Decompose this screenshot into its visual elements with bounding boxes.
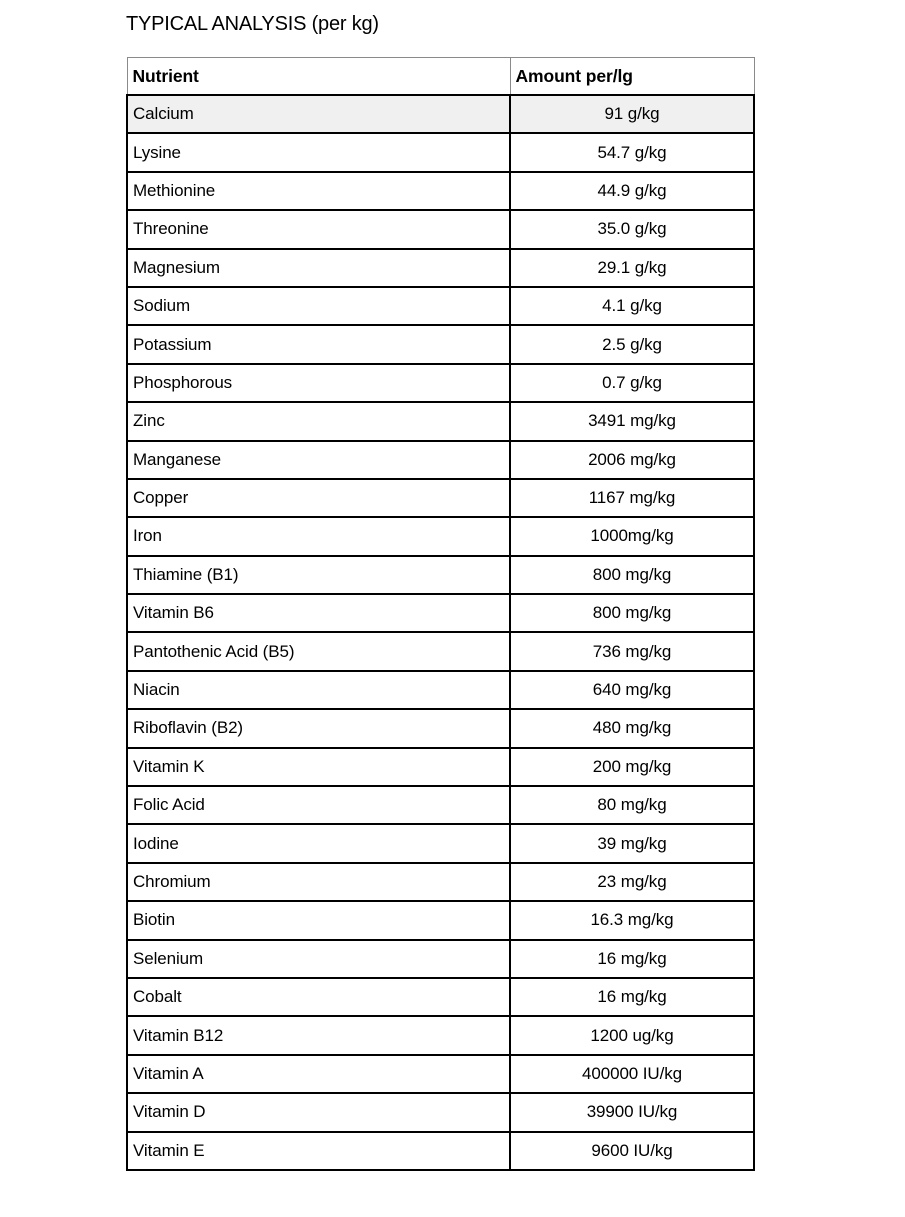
nutrient-cell: Chromium	[127, 863, 510, 901]
table-row	[127, 786, 754, 824]
nutrient-cell: Riboflavin (B2)	[127, 709, 510, 747]
amount-cell: 23 mg/kg	[510, 863, 754, 901]
amount-cell: 4.1 g/kg	[510, 287, 754, 325]
amount-cell: 54.7 g/kg	[510, 133, 754, 171]
table-row	[127, 671, 754, 709]
nutrient-cell: Folic Acid	[127, 786, 510, 824]
nutrient-cell: Niacin	[127, 671, 510, 709]
table-row	[127, 172, 754, 210]
nutrient-cell: Pantothenic Acid (B5)	[127, 632, 510, 670]
amount-cell: 200 mg/kg	[510, 748, 754, 786]
amount-cell: 91 g/kg	[510, 95, 754, 133]
nutrient-cell: Zinc	[127, 402, 510, 440]
table-row	[127, 479, 754, 517]
nutrient-cell: Vitamin D	[127, 1093, 510, 1131]
amount-cell: 1167 mg/kg	[510, 479, 754, 517]
amount-cell: 1000mg/kg	[510, 517, 754, 555]
table-header	[127, 58, 754, 96]
amount-cell: 16 mg/kg	[510, 978, 754, 1016]
amount-cell: 736 mg/kg	[510, 632, 754, 670]
nutrient-cell: Iron	[127, 517, 510, 555]
amount-cell: 640 mg/kg	[510, 671, 754, 709]
nutrient-cell: Vitamin A	[127, 1055, 510, 1093]
amount-cell: 9600 IU/kg	[510, 1132, 754, 1170]
amount-cell: 800 mg/kg	[510, 594, 754, 632]
nutrient-cell: Lysine	[127, 133, 510, 171]
table-row	[127, 556, 754, 594]
column-header-nutrient: Nutrient	[127, 58, 510, 96]
nutrient-cell: Selenium	[127, 940, 510, 978]
table-row	[127, 824, 754, 862]
amount-cell: 0.7 g/kg	[510, 364, 754, 402]
table-row	[127, 1055, 754, 1093]
table-row	[127, 632, 754, 670]
table-row	[127, 95, 754, 133]
amount-cell: 80 mg/kg	[510, 786, 754, 824]
nutrient-cell: Cobalt	[127, 978, 510, 1016]
table-row	[127, 133, 754, 171]
nutrient-cell: Manganese	[127, 441, 510, 479]
amount-cell: 29.1 g/kg	[510, 249, 754, 287]
nutrient-cell: Potassium	[127, 325, 510, 363]
nutrient-cell: Iodine	[127, 824, 510, 862]
table-row	[127, 1093, 754, 1131]
amount-cell: 16 mg/kg	[510, 940, 754, 978]
amount-cell: 1200 ug/kg	[510, 1016, 754, 1054]
table-row	[127, 287, 754, 325]
table-row	[127, 901, 754, 939]
column-header-amount: Amount per/lg	[510, 58, 754, 96]
table-row	[127, 1016, 754, 1054]
nutrient-cell: Vitamin E	[127, 1132, 510, 1170]
amount-cell: 3491 mg/kg	[510, 402, 754, 440]
amount-cell: 480 mg/kg	[510, 709, 754, 747]
nutrient-cell: Biotin	[127, 901, 510, 939]
amount-cell: 2.5 g/kg	[510, 325, 754, 363]
nutrient-cell: Sodium	[127, 287, 510, 325]
table-row	[127, 978, 754, 1016]
header-row	[127, 58, 754, 96]
nutrient-cell: Phosphorous	[127, 364, 510, 402]
nutrient-cell: Vitamin B12	[127, 1016, 510, 1054]
page-title: TYPICAL ANALYSIS (per kg)	[126, 13, 379, 35]
nutrient-cell: Vitamin K	[127, 748, 510, 786]
table-row	[127, 709, 754, 747]
analysis-table-body	[127, 95, 754, 1170]
table-row	[127, 1132, 754, 1170]
amount-cell: 16.3 mg/kg	[510, 901, 754, 939]
amount-cell: 39 mg/kg	[510, 824, 754, 862]
table-row	[127, 517, 754, 555]
nutrient-cell: Methionine	[127, 172, 510, 210]
nutrient-cell: Magnesium	[127, 249, 510, 287]
table-row	[127, 441, 754, 479]
typical-analysis-table	[126, 57, 755, 1171]
nutrient-cell: Calcium	[127, 95, 510, 133]
table-row	[127, 402, 754, 440]
table-row	[127, 364, 754, 402]
table-row	[127, 249, 754, 287]
table-row	[127, 210, 754, 248]
amount-cell: 2006 mg/kg	[510, 441, 754, 479]
amount-cell: 800 mg/kg	[510, 556, 754, 594]
nutrient-cell: Vitamin B6	[127, 594, 510, 632]
nutrient-cell: Threonine	[127, 210, 510, 248]
amount-cell: 39900 IU/kg	[510, 1093, 754, 1131]
table-row	[127, 748, 754, 786]
table-row	[127, 863, 754, 901]
nutrient-cell: Thiamine (B1)	[127, 556, 510, 594]
table-row	[127, 594, 754, 632]
table-row	[127, 325, 754, 363]
amount-cell: 35.0 g/kg	[510, 210, 754, 248]
amount-cell: 44.9 g/kg	[510, 172, 754, 210]
amount-cell: 400000 IU/kg	[510, 1055, 754, 1093]
nutrient-cell: Copper	[127, 479, 510, 517]
table-row	[127, 940, 754, 978]
